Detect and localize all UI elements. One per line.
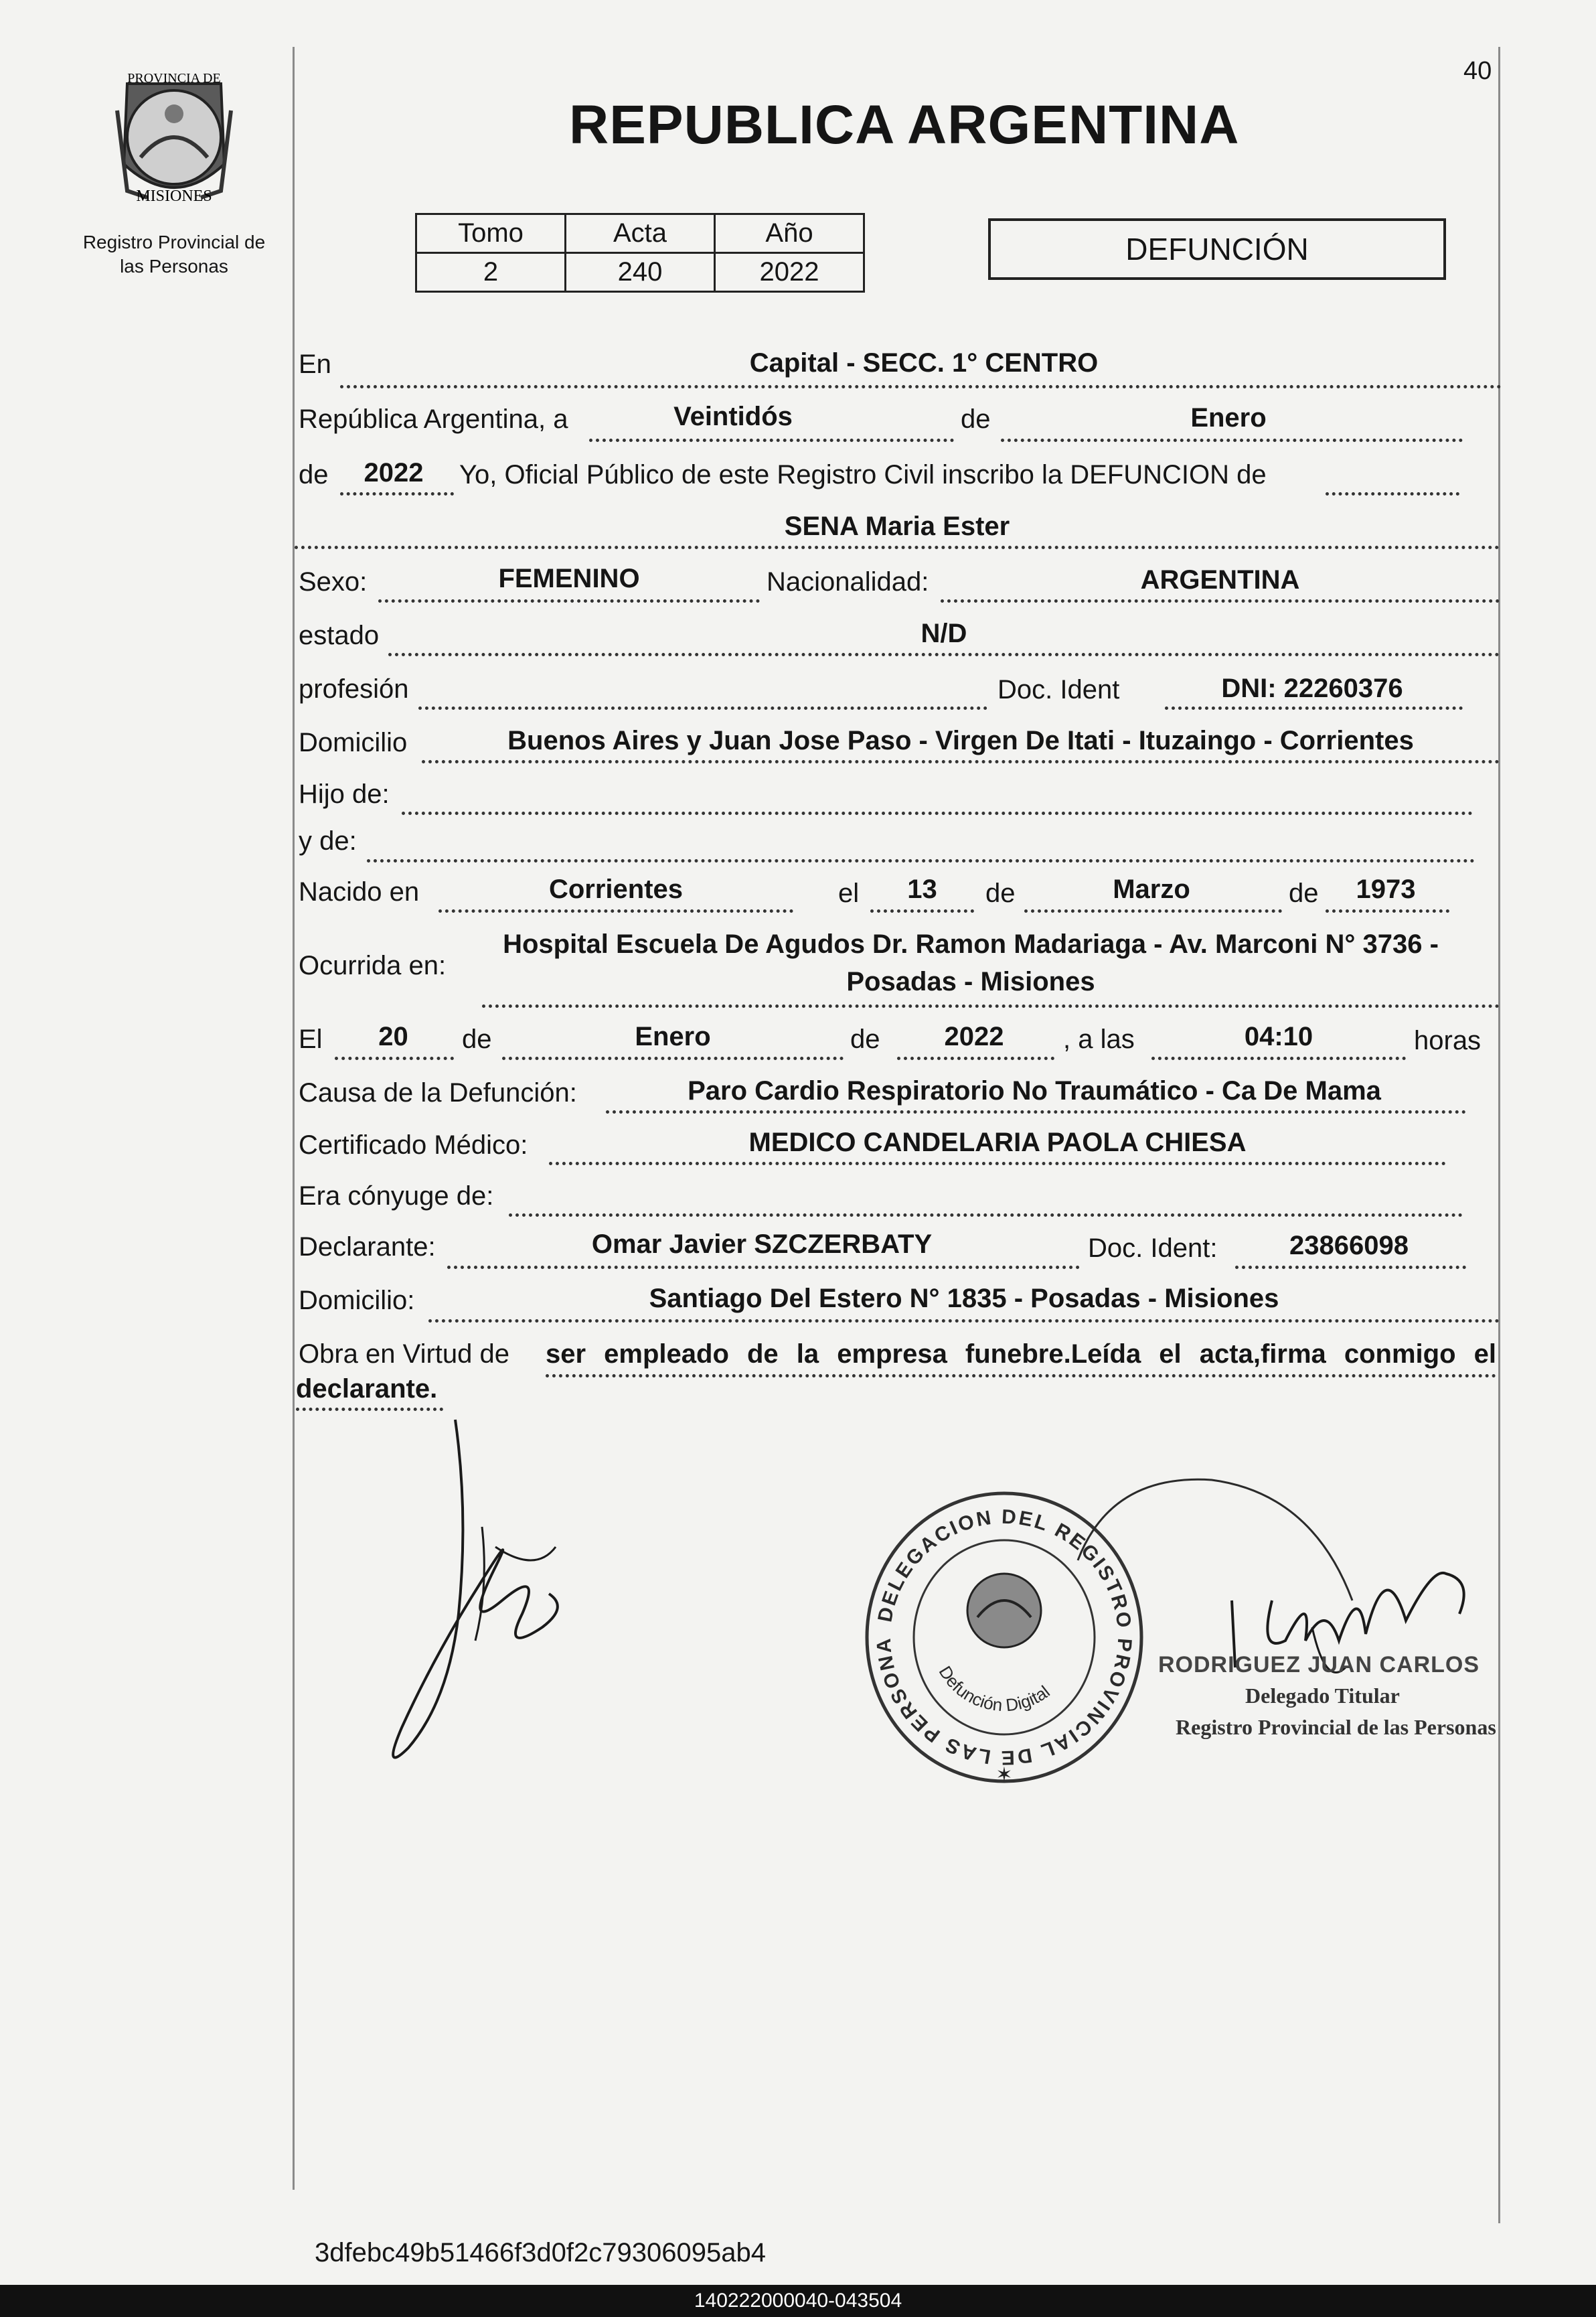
child-of-label: Hijo de: (299, 779, 390, 809)
death-year-line (897, 1057, 1054, 1060)
spouse-line (509, 1213, 1463, 1217)
deceased-name-line (295, 546, 1500, 549)
official-role: Delegado Titular (1245, 1684, 1400, 1708)
nationality-value: ARGENTINA (1140, 565, 1300, 595)
register-table (415, 213, 865, 293)
death-time-line (1151, 1057, 1406, 1060)
cause-label: Causa de la Defunción: (299, 1078, 577, 1108)
born-day: 13 (907, 875, 937, 904)
seal-text-top: PROVINCIA DE (127, 71, 221, 86)
born-place: Corrientes (548, 875, 684, 904)
inscribe-line (1326, 492, 1459, 496)
sex-line (378, 599, 760, 603)
place-value: Capital - SECC. 1° CENTRO (749, 348, 1099, 378)
death-day: 20 (378, 1022, 408, 1051)
certificate-value: MEDICO CANDELARIA PAOLA CHIESA (748, 1128, 1247, 1157)
spouse-label: Era cónyuge de: (299, 1181, 494, 1211)
left-margin-rule (293, 47, 295, 2190)
occurred-line1: Hospital Escuela De Agudos Dr. Ramon Madariaga - Av. Marconi N° 3736 - (503, 929, 1439, 959)
day-words-line (589, 439, 954, 442)
born-el-label: el (838, 879, 860, 908)
born-month-line (1024, 909, 1282, 913)
at-label: , a las (1063, 1025, 1135, 1054)
page-number: 40 (1463, 57, 1492, 85)
place-label: En (299, 350, 331, 379)
provincial-seal (100, 64, 248, 218)
register-value-acta: 240 (566, 253, 715, 292)
and-of-label: y de: (299, 826, 357, 856)
seal-text-bottom: MISIONES (136, 188, 212, 205)
born-year: 1973 (1356, 875, 1416, 904)
address-line (422, 760, 1500, 763)
death-month-line (502, 1057, 844, 1060)
registry-name-line1: Registro Provincial de (82, 232, 266, 252)
record-type: DEFUNCIÓN (988, 218, 1446, 280)
born-day-line (870, 909, 974, 913)
death-year: 2022 (944, 1022, 1004, 1051)
register-value-tomo: 2 (416, 253, 566, 292)
el-label: El (299, 1025, 323, 1054)
hours-label: horas (1414, 1026, 1482, 1055)
year-value: 2022 (364, 458, 424, 488)
born-year-line (1326, 909, 1449, 913)
registry-name-line2: las Personas (120, 256, 228, 277)
official-institution: Registro Provincial de las Personas (1176, 1715, 1496, 1739)
page-title: REPUBLICA ARGENTINA (569, 94, 1240, 155)
declarant-doc-value: 23866098 (1289, 1231, 1409, 1260)
address-value: Buenos Aires y Juan Jose Paso - Virgen De Itati - Ituzaingo - Corrientes (507, 726, 1414, 755)
born-de2-label: de (1289, 879, 1319, 908)
of-label-2: de (299, 460, 329, 490)
profession-label: profesión (299, 674, 409, 704)
by-virtue-line1: ser empleado de la empresa funebre.Leída el acta,firma conmigo el (546, 1339, 1496, 1369)
profession-line (418, 706, 987, 710)
declarant-label: Declarante: (299, 1232, 436, 1262)
inscribe-text: Yo, Oficial Público de este Registro Civil inscribo la DEFUNCION de (459, 460, 1267, 490)
of-label-1: de (961, 404, 991, 434)
born-label: Nacido en (299, 877, 420, 907)
cause-value: Paro Cardio Respiratorio No Traumático - Ca De Mama (688, 1076, 1381, 1106)
and-of-line (367, 859, 1475, 863)
address-label: Domicilio (299, 728, 408, 757)
sex-label: Sexo: (299, 567, 368, 597)
document-hash: 3dfebc49b51466f3d0f2c79306095ab4 (315, 2238, 766, 2267)
by-virtue-label: Obra en Virtud de (299, 1339, 510, 1369)
born-de1-label: de (985, 879, 1016, 908)
svg-text:Defunción Digital (935, 1662, 1054, 1715)
register-header-tomo: Tomo (416, 214, 566, 253)
death-month: Enero (635, 1022, 711, 1051)
born-month: Marzo (1113, 875, 1190, 904)
death-day-line (335, 1057, 454, 1060)
doc-line (1165, 706, 1463, 710)
deceased-name: SENA Maria Ester (784, 512, 1010, 541)
declarant-doc-label: Doc. Ident: (1088, 1234, 1218, 1263)
cause-line (606, 1110, 1466, 1114)
born-place-line (438, 909, 793, 913)
death-de1-label: de (462, 1025, 492, 1054)
country-label: República Argentina, a (299, 404, 568, 434)
doc-value: DNI: 22260376 (1221, 674, 1403, 703)
by-virtue-underline2 (296, 1408, 443, 1411)
nationality-label: Nacionalidad: (767, 567, 929, 597)
declarant-doc-line (1235, 1266, 1466, 1269)
right-margin-rule (1498, 47, 1500, 2223)
occurred-underline (482, 1004, 1500, 1008)
sex-value: FEMENINO (498, 564, 640, 593)
nationality-line (941, 599, 1500, 603)
child-of-line (402, 812, 1473, 815)
certificate-label: Certificado Médico: (299, 1130, 528, 1160)
declarant-address-line (428, 1319, 1500, 1323)
official-name: RODRIGUEZ JUAN CARLOS (1158, 1652, 1480, 1677)
declarant-line (447, 1266, 1080, 1269)
declarant-signature (382, 1413, 582, 1781)
stamp-ring-text: DELEGACION DEL REGISTRO PROVINCIAL DE LAS PERSONA (872, 1505, 1136, 1769)
civil-status-value: N/D (921, 619, 967, 648)
declarant-address-value: Santiago Del Estero N° 1835 - Posadas - Misiones (649, 1284, 1279, 1313)
barcode-text: 140222000040-043504 (694, 2290, 902, 2312)
death-time: 04:10 (1244, 1022, 1313, 1051)
register-value-anio: 2022 (715, 253, 864, 292)
declarant-address-label: Domicilio: (299, 1286, 415, 1315)
death-de2-label: de (850, 1025, 880, 1054)
occurred-line2: Posadas - Misiones (846, 967, 1095, 996)
month-line (1001, 439, 1463, 442)
stamp-inner-text: Defunción Digital (935, 1662, 1054, 1716)
place-line (340, 385, 1502, 388)
barcode-strip (0, 2285, 1596, 2317)
by-virtue-underline1 (546, 1374, 1496, 1377)
month-value: Enero (1190, 403, 1267, 433)
civil-status-label: estado (299, 621, 380, 650)
register-header-anio: Año (715, 214, 864, 253)
register-header-acta: Acta (566, 214, 715, 253)
svg-text:✶: ✶ (995, 1764, 1013, 1786)
certificate-line (549, 1162, 1446, 1165)
day-words: Veintidós (673, 402, 793, 431)
declarant-value: Omar Javier SZCZERBATY (591, 1229, 933, 1259)
occurred-label: Ocurrida en: (299, 951, 447, 980)
civil-status-line (388, 653, 1500, 656)
year-line (340, 492, 454, 496)
by-virtue-line2: declarante. (296, 1374, 438, 1404)
doc-label: Doc. Ident (998, 675, 1120, 704)
